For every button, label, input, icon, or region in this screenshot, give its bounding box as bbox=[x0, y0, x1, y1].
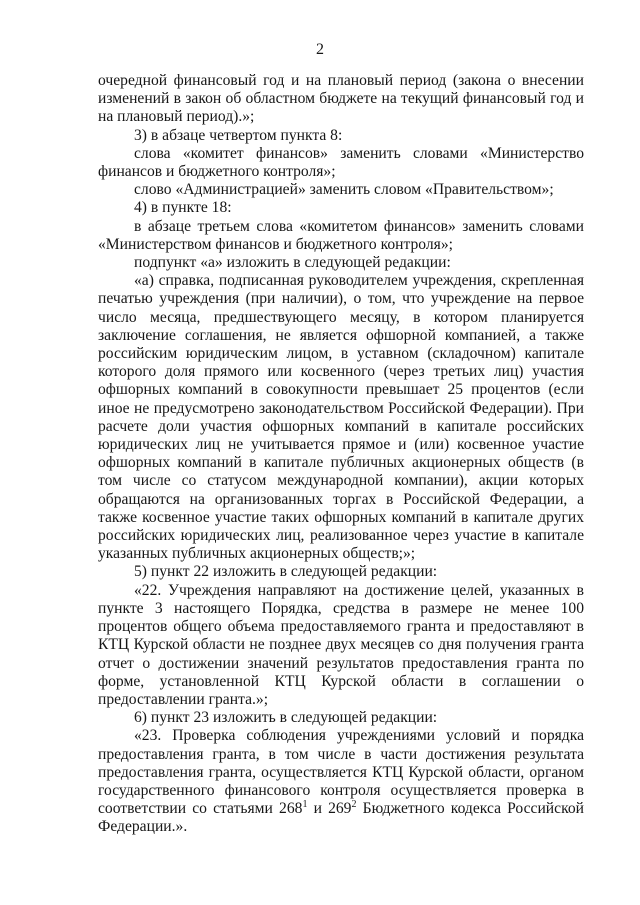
paragraph: слова «комитет финансов» заменить словами «Министерство финансов и бюджетного контроля»; bbox=[98, 144, 584, 181]
page-number: 2 bbox=[316, 41, 324, 58]
paragraph: очередной финансовый год и на плановый период (закона о внесении изменений в закон об областном бюджете на текущий финансовый год и на плановый период).»; bbox=[98, 72, 584, 126]
document-body bbox=[98, 72, 584, 837]
paragraph: 5) пункт 22 изложить в следующей редакции: bbox=[134, 563, 438, 581]
paragraph: 6) пункт 23 изложить в следующей редакции: bbox=[134, 709, 438, 727]
paragraph: слово «Администрацией» заменить словом «Правительством»; bbox=[134, 181, 554, 199]
paragraph-last bbox=[98, 727, 584, 836]
text-segment: и 269 bbox=[307, 800, 352, 818]
paragraph: «а) справка, подписанная руководителем учреждения, скрепленная печатью учреждения (при наличии), о том, что учреждение на первое число месяца, предшествующего месяцу, в котором планируется заключение соглашения, не является офшорной компанией, а также российским юридическим лицом, в уставном (складочном) капитале которого доля прямого или косвенного (через третьих лиц) участия офшорных компаний в совокупности превышает 25 процентов (если иное не предусмотрено законодательством Российской Федерации). При расчете доли участия офшорных компаний в капитале российских юридических лиц не учитывается прямое и (или) косвенное участие офшорных компаний в капитале публичных акционерных обществ (в том числе со статусом международной компании), акции которых обращаются на организованных торгах в Российской Федерации, а также косвенное участие таких офшорных компаний в капитале других российских юридических лиц, реализованное через участие в капитале указанных публичных акционерных обществ;»; bbox=[98, 272, 584, 563]
text-segment: Бюджетного кодекса Российской Федерации.». bbox=[98, 800, 584, 836]
superscript: 2 bbox=[351, 799, 357, 811]
paragraph: 3) в абзаце четвертом пункта 8: bbox=[134, 126, 343, 144]
superscript: 1 bbox=[302, 799, 308, 811]
paragraph: «22. Учреждения направляют на достижение целей, указанных в пункте 3 настоящего Порядка, средства в размере не менее 100 процентов общего объема предоставляемого гранта и предоставляют в КТЦ Курской области не позднее двух месяцев со дня получения гранта отчет о достижении значений результатов предоставления гранта по форме, установленной КТЦ Курской области в соглашении о предоставлении гранта.»; bbox=[98, 581, 584, 708]
paragraph: 4) в пункте 18: bbox=[134, 199, 232, 217]
text-segment: «23. Проверка соблюдения учреждениями условий и порядка предоставления гранта, в том числе в части достижения результата предоставления гранта, осуществляется КТЦ Курской области, органом государственного финансового контроля осуществляется проверка в соответствии со статьями 268 bbox=[98, 727, 584, 818]
paragraph: в абзаце третьем слова «комитетом финансов» заменить словами «Министерством финансов и бюджетного контроля»; bbox=[98, 217, 584, 253]
paragraph: подпункт «а» изложить в следующей редакции: bbox=[134, 254, 451, 272]
